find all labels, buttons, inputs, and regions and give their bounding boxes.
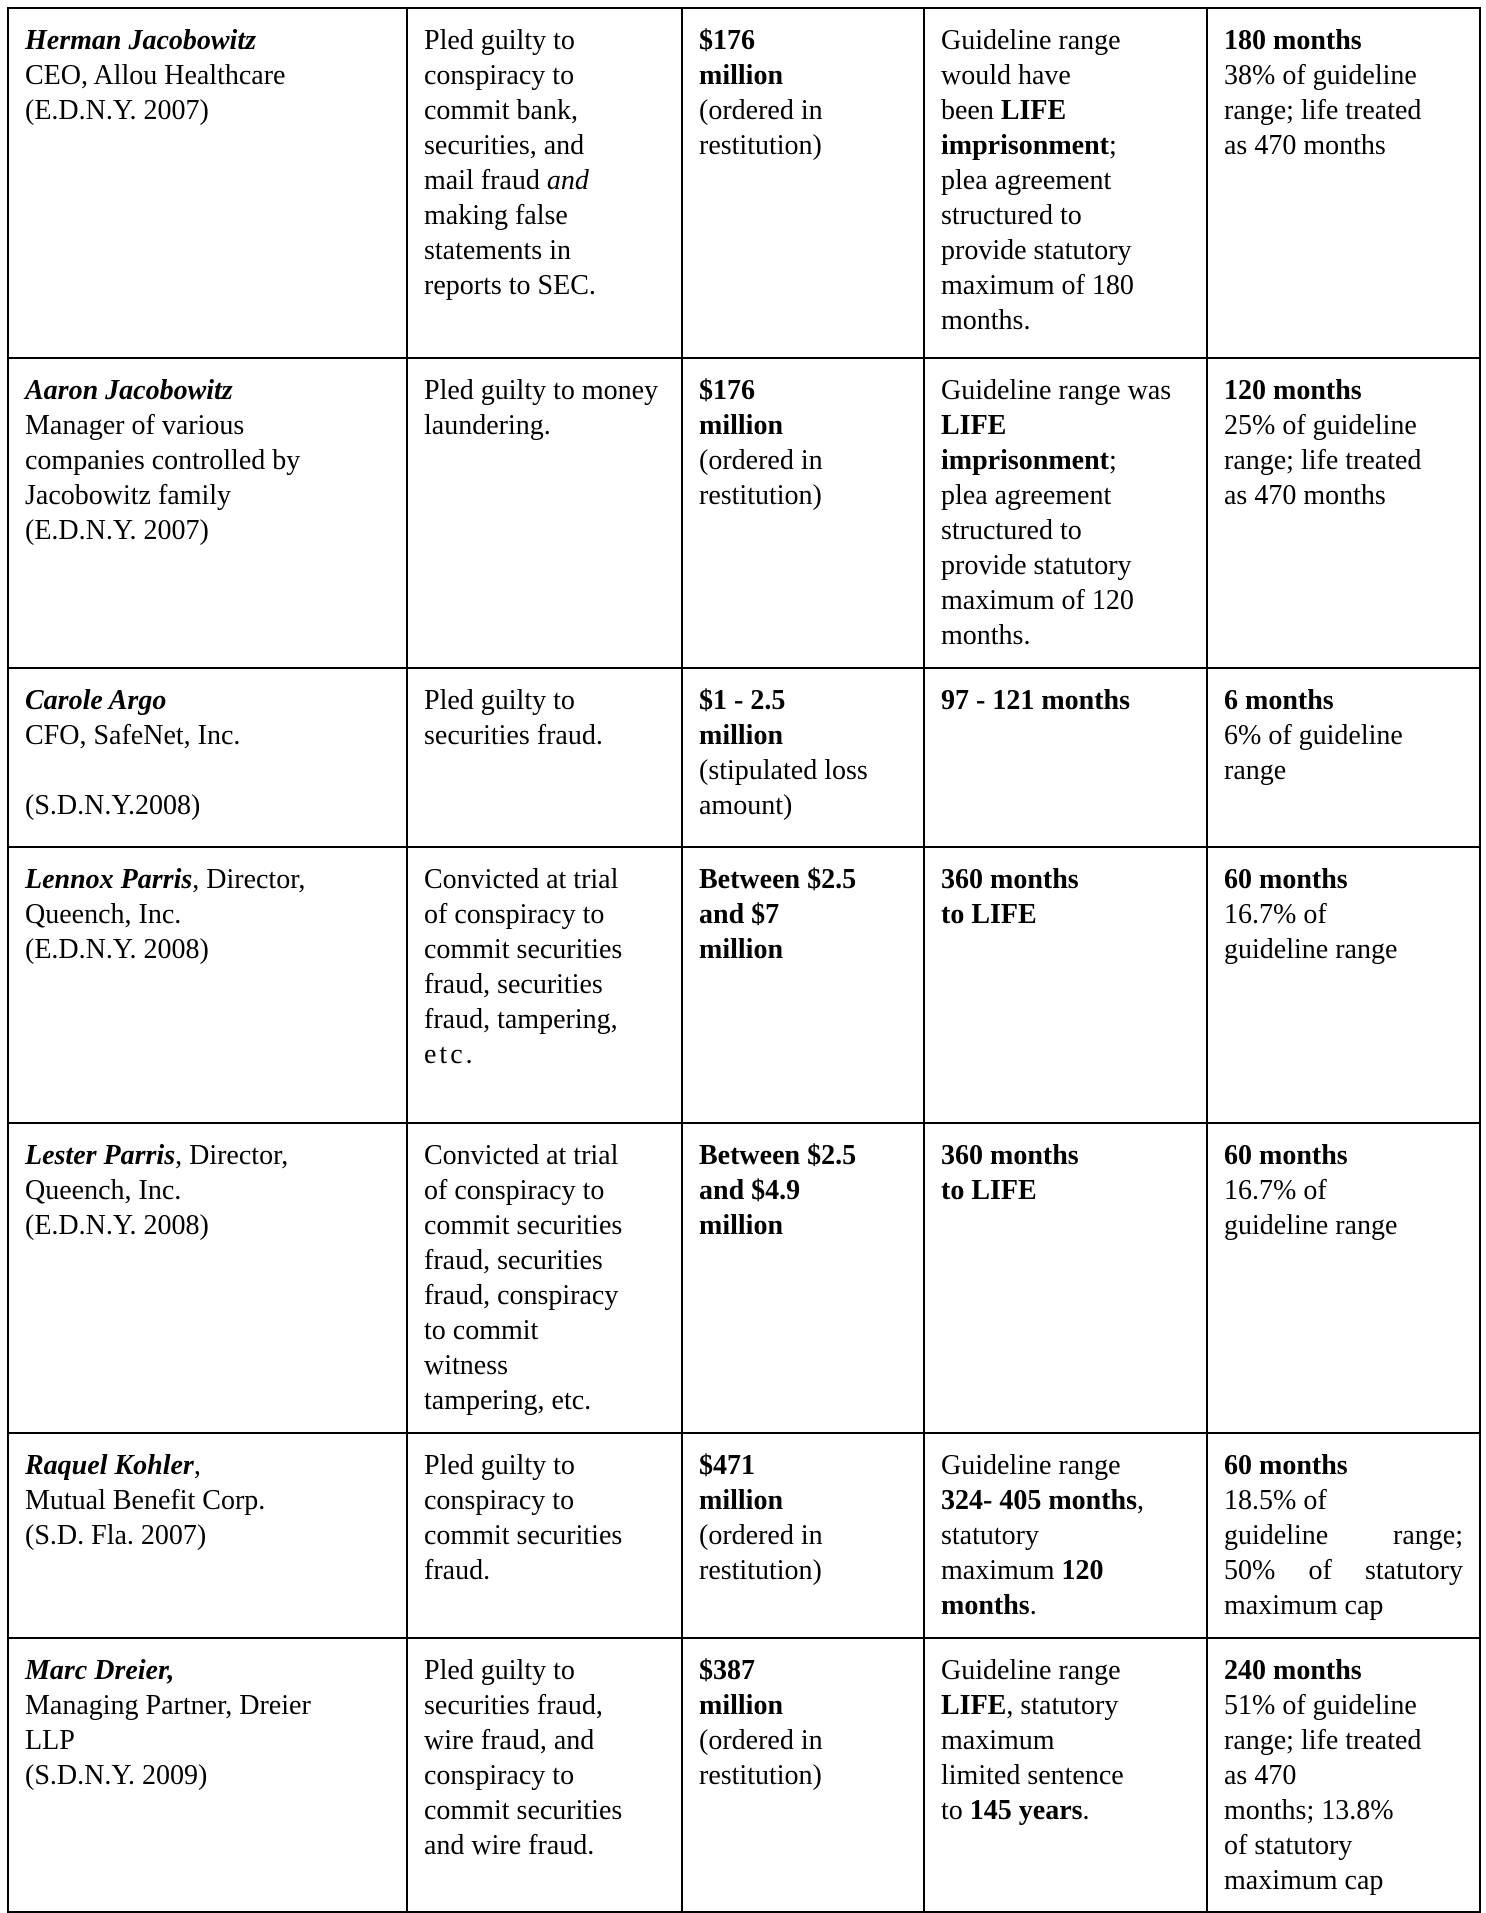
- guideline-text: to: [941, 1795, 970, 1826]
- guideline-line: [941, 93, 1190, 128]
- defendant-heading: [25, 1138, 390, 1173]
- table-row: [8, 668, 1480, 847]
- loss-note: amount): [699, 790, 793, 821]
- loss-amount: and $7: [699, 899, 780, 930]
- court-year: (E.D.N.Y. 2008): [25, 1210, 209, 1241]
- charges-cell: [407, 8, 682, 358]
- guideline-line: Guideline range was: [941, 375, 1172, 406]
- guideline-line: provide statutory: [941, 550, 1132, 581]
- loss-amount: million: [699, 1485, 784, 1516]
- loss-cell: [682, 8, 924, 358]
- loss-cell: [682, 1638, 924, 1912]
- sentence-note: 25% of guideline: [1224, 410, 1417, 441]
- defendant-name: Marc Dreier,: [25, 1655, 175, 1686]
- court-year: (S.D.N.Y. 2009): [25, 1760, 208, 1791]
- sentence-length: 180 months: [1224, 25, 1362, 56]
- guideline-range: to LIFE: [941, 1175, 1037, 1206]
- guideline-bold-text: LIFE: [941, 410, 1007, 441]
- charges-line: commit bank,: [424, 95, 578, 126]
- charges-line: conspiracy to: [424, 1760, 575, 1791]
- guideline-line: Guideline range: [941, 1450, 1121, 1481]
- charges-line: tampering, etc.: [424, 1385, 592, 1416]
- guideline-range: 360 months: [941, 864, 1079, 895]
- loss-note: restitution): [699, 1760, 822, 1791]
- defendant-title: Manager of various: [25, 410, 245, 441]
- guideline-bold-text: months: [941, 1590, 1030, 1621]
- court-year: (E.D.N.Y. 2008): [25, 934, 209, 965]
- charges-line: commit securities: [424, 1520, 623, 1551]
- charges-line: commit securities: [424, 1210, 623, 1241]
- guideline-line: months.: [941, 620, 1031, 651]
- defendant-name: Aaron Jacobowitz: [25, 375, 233, 406]
- defendant-title: , Director,: [192, 864, 306, 895]
- guideline-line: limited sentence: [941, 1760, 1124, 1791]
- charges-line: securities, and: [424, 130, 585, 161]
- defendant-name: Raquel Kohler: [25, 1450, 194, 1481]
- guideline-range: to LIFE: [941, 899, 1037, 930]
- guideline-line: maximum of 120: [941, 585, 1134, 616]
- blank-line: [25, 753, 390, 788]
- guideline-cell: [924, 8, 1207, 358]
- guideline-range: 97 - 121 months: [941, 685, 1131, 716]
- sentence-note: 16.7% of: [1224, 1175, 1327, 1206]
- guideline-line: provide statutory: [941, 235, 1132, 266]
- defendant-title: Mutual Benefit Corp.: [25, 1485, 266, 1516]
- table-row: [8, 847, 1480, 1123]
- table-row: [8, 358, 1480, 668]
- charges-line: Pled guilty to: [424, 25, 575, 56]
- guideline-cell: [924, 847, 1207, 1123]
- defendant-cell: [8, 1433, 407, 1638]
- guideline-line: plea agreement: [941, 165, 1112, 196]
- charges-line: [424, 163, 665, 198]
- charges-line: Convicted at trial: [424, 1140, 619, 1171]
- defendant-title: , Director,: [175, 1140, 289, 1171]
- loss-cell: [682, 1123, 924, 1433]
- loss-amount: Between $2.5: [699, 1140, 857, 1171]
- loss-amount: $176: [699, 375, 755, 406]
- charges-line: Pled guilty to: [424, 685, 575, 716]
- charges-line: fraud.: [424, 1555, 491, 1586]
- defendant-title: ,: [193, 1450, 201, 1481]
- charges-line: etc.: [424, 1039, 476, 1070]
- guideline-line: [941, 1553, 1190, 1588]
- loss-note: (stipulated loss: [699, 755, 868, 786]
- loss-amount: million: [699, 410, 784, 441]
- guideline-bold-text: LIFE: [941, 1690, 1007, 1721]
- charges-line: commit securities: [424, 934, 623, 965]
- charges-line: conspiracy to: [424, 60, 575, 91]
- charges-cell: [407, 668, 682, 847]
- charges-cell: [407, 1123, 682, 1433]
- charges-line: commit securities: [424, 1795, 623, 1826]
- guideline-bold-text: 120: [1061, 1555, 1104, 1586]
- guideline-text: maximum: [941, 1555, 1062, 1586]
- charges-line: to commit: [424, 1315, 539, 1346]
- guideline-line: Guideline range: [941, 25, 1121, 56]
- guideline-line: structured to: [941, 200, 1082, 231]
- loss-amount: million: [699, 1690, 784, 1721]
- guideline-line: maximum of 180: [941, 270, 1134, 301]
- charges-line: Pled guilty to: [424, 1450, 575, 1481]
- guideline-line: structured to: [941, 515, 1082, 546]
- defendant-title: Queench, Inc.: [25, 1175, 182, 1206]
- sentence-cell: [1207, 1123, 1480, 1433]
- loss-amount: $387: [699, 1655, 755, 1686]
- defendant-heading: [25, 862, 390, 897]
- guideline-text: been: [941, 95, 1001, 126]
- loss-note: (ordered in: [699, 1520, 823, 1551]
- loss-amount: and $4.9: [699, 1175, 801, 1206]
- charges-line: making false: [424, 200, 568, 231]
- charges-cell: [407, 1638, 682, 1912]
- defendant-title: CEO, Allou Healthcare: [25, 60, 286, 91]
- loss-amount: $471: [699, 1450, 755, 1481]
- loss-note: restitution): [699, 1555, 822, 1586]
- sentence-length: 60 months: [1224, 864, 1348, 895]
- defendant-name: Herman Jacobowitz: [25, 25, 257, 56]
- sentence-note: as 470 months: [1224, 480, 1386, 511]
- guideline-line: maximum: [941, 1725, 1055, 1756]
- charges-line: laundering.: [424, 410, 551, 441]
- loss-note: restitution): [699, 480, 822, 511]
- defendant-title: Jacobowitz family: [25, 480, 232, 511]
- guideline-text: ;: [1109, 130, 1117, 161]
- defendant-cell: [8, 1123, 407, 1433]
- charges-line: witness: [424, 1350, 508, 1381]
- guideline-bold-text: 324- 405 months: [941, 1485, 1138, 1516]
- charges-line: securities fraud,: [424, 1690, 603, 1721]
- sentence-note: range; life treated: [1224, 445, 1422, 476]
- loss-cell: [682, 847, 924, 1123]
- loss-amount: million: [699, 1210, 784, 1241]
- loss-amount: million: [699, 934, 784, 965]
- charges-text: mail fraud: [424, 165, 547, 196]
- charges-line: Pled guilty to: [424, 1655, 575, 1686]
- defendant-title: Managing Partner, Dreier: [25, 1690, 311, 1721]
- guideline-bold-text: 145 years: [969, 1795, 1083, 1826]
- charges-line: Convicted at trial: [424, 864, 619, 895]
- sentence-cell: [1207, 8, 1480, 358]
- defendant-name: Lester Parris: [25, 1140, 176, 1171]
- charges-line: securities fraud.: [424, 720, 603, 751]
- guideline-text: ,: [1137, 1485, 1145, 1516]
- defendant-title: CFO, SafeNet, Inc.: [25, 720, 241, 751]
- court-year: (E.D.N.Y. 2007): [25, 515, 209, 546]
- defendant-cell: [8, 668, 407, 847]
- defendant-name: Carole Argo: [25, 685, 167, 716]
- sentence-cell: [1207, 668, 1480, 847]
- table-row: [8, 1433, 1480, 1638]
- guideline-line: would have: [941, 60, 1071, 91]
- charges-italic-text: and: [546, 165, 589, 196]
- loss-cell: [682, 358, 924, 668]
- court-year: (E.D.N.Y. 2007): [25, 95, 209, 126]
- sentence-length: 60 months: [1224, 1140, 1348, 1171]
- defendant-cell: [8, 358, 407, 668]
- guideline-cell: [924, 1123, 1207, 1433]
- guideline-line: [941, 443, 1190, 478]
- charges-cell: [407, 1433, 682, 1638]
- guideline-line: months.: [941, 305, 1031, 336]
- sentence-cell: [1207, 358, 1480, 668]
- charges-line: fraud, securities: [424, 1245, 603, 1276]
- guideline-bold-text: imprisonment: [941, 445, 1109, 476]
- sentence-note: of statutory: [1224, 1830, 1353, 1861]
- defendant-name: Lennox Parris: [25, 864, 193, 895]
- guideline-line: plea agreement: [941, 480, 1112, 511]
- sentence-note: 6% of guideline: [1224, 720, 1403, 751]
- guideline-line: statutory: [941, 1520, 1039, 1551]
- court-year: (S.D. Fla. 2007): [25, 1520, 207, 1551]
- guideline-line: [941, 1793, 1190, 1828]
- sentence-note: 16.7% of: [1224, 899, 1327, 930]
- guideline-text: .: [1082, 1795, 1090, 1826]
- guideline-text: , statutory: [1006, 1690, 1119, 1721]
- sentencing-table: [7, 7, 1481, 1913]
- loss-cell: [682, 1433, 924, 1638]
- charges-line: fraud, tampering,: [424, 1004, 618, 1035]
- defendant-title: Queench, Inc.: [25, 899, 182, 930]
- charges-line: of conspiracy to: [424, 899, 605, 930]
- defendant-title: LLP: [25, 1725, 75, 1756]
- sentence-note: guideline range: [1224, 934, 1398, 965]
- sentence-length: 6 months: [1224, 685, 1334, 716]
- loss-note: restitution): [699, 130, 822, 161]
- sentence-cell: [1207, 1638, 1480, 1912]
- sentence-note: maximum cap: [1224, 1590, 1384, 1621]
- guideline-cell: [924, 1638, 1207, 1912]
- charges-line: Pled guilty to money: [424, 375, 659, 406]
- sentence-length: 60 months: [1224, 1450, 1348, 1481]
- defendant-heading: [25, 1448, 390, 1483]
- guideline-range: 360 months: [941, 1140, 1079, 1171]
- loss-amount: million: [699, 60, 784, 91]
- guideline-cell: [924, 358, 1207, 668]
- loss-note: (ordered in: [699, 95, 823, 126]
- guideline-line: [941, 1483, 1190, 1518]
- sentence-note: range; life treated: [1224, 95, 1422, 126]
- sentence-note: 51% of guideline: [1224, 1690, 1417, 1721]
- defendant-cell: [8, 8, 407, 358]
- court-year: (S.D.N.Y.2008): [25, 790, 201, 821]
- sentence-note: as 470: [1224, 1760, 1297, 1791]
- defendant-cell: [8, 847, 407, 1123]
- charges-line: reports to SEC.: [424, 270, 596, 301]
- defendant-cell: [8, 1638, 407, 1912]
- sentence-note: 50% of statutory: [1224, 1555, 1463, 1586]
- sentence-length: 120 months: [1224, 375, 1362, 406]
- guideline-line: [941, 1588, 1190, 1623]
- guideline-line: [941, 1688, 1190, 1723]
- guideline-bold-text: LIFE: [1000, 95, 1067, 126]
- guideline-line: [941, 128, 1190, 163]
- loss-amount: $1 - 2.5: [699, 685, 786, 716]
- sentence-length: 240 months: [1224, 1655, 1362, 1686]
- sentence-note: 18.5% of: [1224, 1485, 1327, 1516]
- loss-amount: $176: [699, 25, 755, 56]
- guideline-text: ;: [1109, 445, 1117, 476]
- sentence-note: guideline range: [1224, 1210, 1398, 1241]
- sentence-note: range; life treated: [1224, 1725, 1422, 1756]
- charges-cell: [407, 358, 682, 668]
- charges-line: of conspiracy to: [424, 1175, 605, 1206]
- sentence-note: as 470 months: [1224, 130, 1386, 161]
- charges-cell: [407, 847, 682, 1123]
- loss-note: (ordered in: [699, 445, 823, 476]
- sentence-cell: [1207, 1433, 1480, 1638]
- table-row: [8, 8, 1480, 358]
- charges-line: fraud, securities: [424, 969, 603, 1000]
- loss-cell: [682, 668, 924, 847]
- defendant-title: companies controlled by: [25, 445, 301, 476]
- charges-line: and wire fraud.: [424, 1830, 595, 1861]
- sentence-note: months; 13.8%: [1224, 1795, 1394, 1826]
- sentence-note: 38% of guideline: [1224, 60, 1417, 91]
- charges-line: fraud, conspiracy: [424, 1280, 619, 1311]
- guideline-text: .: [1029, 1590, 1037, 1621]
- sentence-note: range: [1224, 755, 1287, 786]
- sentence-note: maximum cap: [1224, 1865, 1384, 1896]
- guideline-line: Guideline range: [941, 1655, 1121, 1686]
- charges-line: statements in: [424, 235, 571, 266]
- sentence-cell: [1207, 847, 1480, 1123]
- table-row: [8, 1123, 1480, 1433]
- loss-note: (ordered in: [699, 1725, 823, 1756]
- guideline-cell: [924, 668, 1207, 847]
- table-row: [8, 1638, 1480, 1912]
- loss-amount: Between $2.5: [699, 864, 857, 895]
- charges-line: wire fraud, and: [424, 1725, 595, 1756]
- charges-line: conspiracy to: [424, 1485, 575, 1516]
- guideline-cell: [924, 1433, 1207, 1638]
- sentence-note: guideline range;: [1224, 1520, 1463, 1551]
- loss-amount: million: [699, 720, 784, 751]
- guideline-bold-text: imprisonment: [941, 130, 1109, 161]
